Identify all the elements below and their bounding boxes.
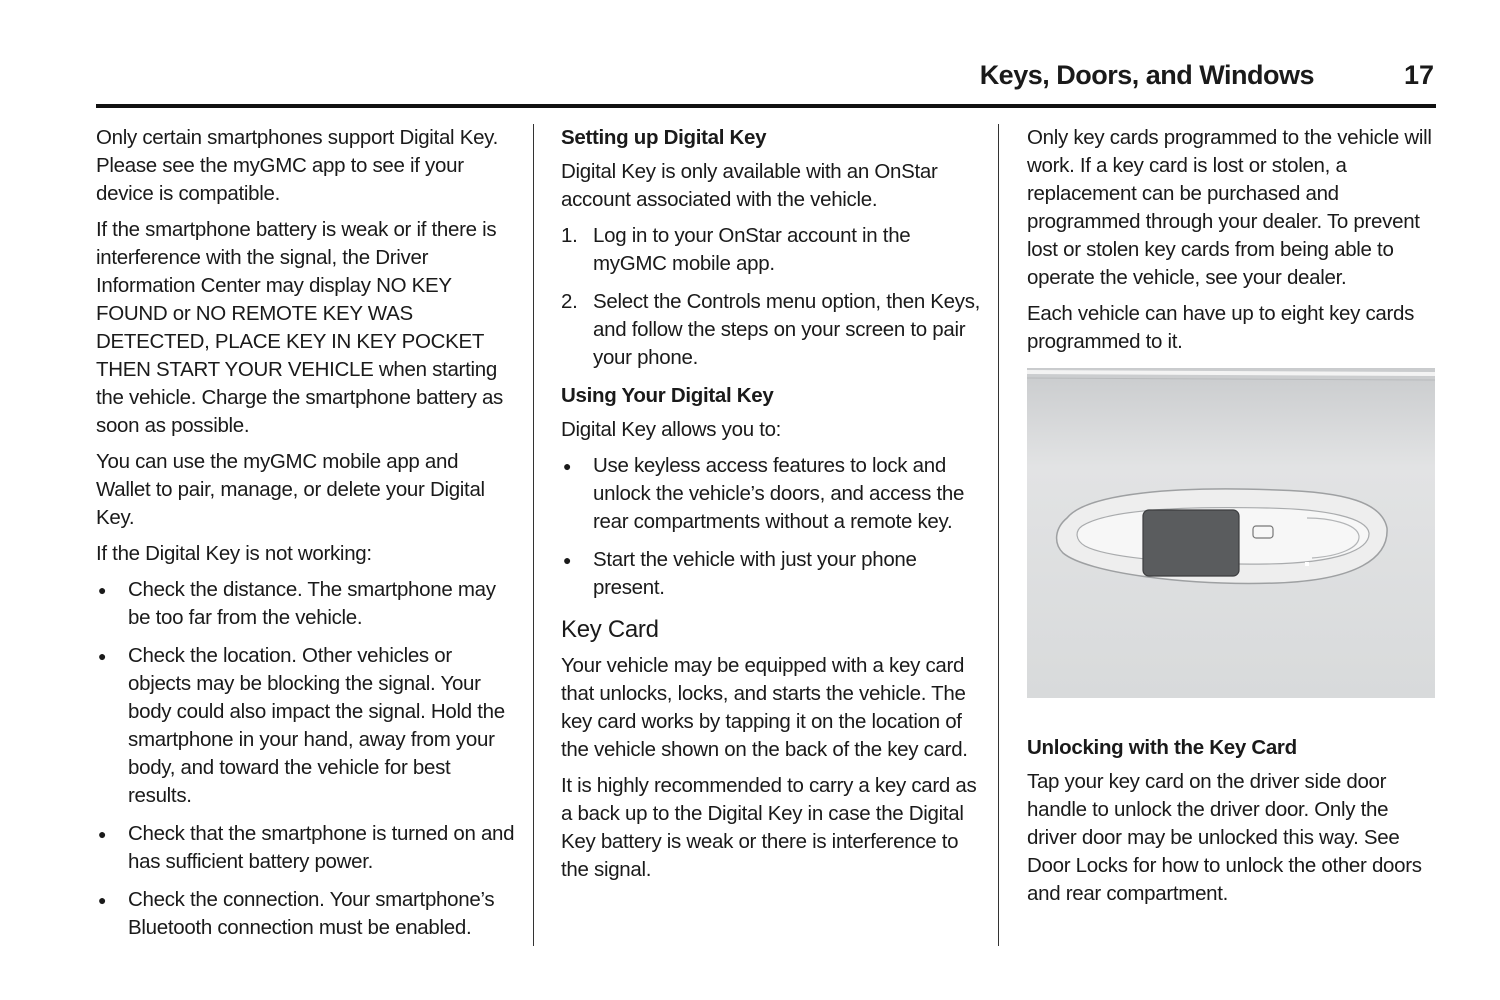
column-2 [561, 124, 981, 892]
paragraph: If the smartphone battery is weak or if there is interference with the signal, the Driver Information Center may display NO KEY FOUND or NO REMOTE KEY WAS DETECTED, PLACE KEY IN KEY POCKET THEN START YOUR VEHICLE when starting the vehicle. Charge the smartphone battery as soon as possible. [96, 218, 503, 437]
list-item: ● Check the distance. The smartphone may be too far from the vehicle. [96, 576, 516, 632]
step-text: Select the Controls menu option, then Keys, and follow the steps on your screen to pair your phone. [593, 290, 981, 369]
features-list [561, 452, 981, 602]
step-text: Log in to your OnStar account in the myGMC mobile app. [593, 224, 911, 275]
section-title: Keys, Doors, and Windows [979, 60, 1314, 90]
paragraph: Digital Key allows you to: [561, 418, 782, 441]
list-item: ● Start the vehicle with just your phone present. [561, 546, 981, 602]
column-1 [96, 124, 516, 952]
step-number: 1. [561, 224, 578, 247]
door-handle-illustration [1027, 368, 1435, 698]
column-3 [1027, 124, 1441, 916]
setup-heading: Setting up Digital Key [561, 126, 767, 149]
setup-steps [561, 222, 981, 372]
paragraph: Your vehicle may be equipped with a key card that unlocks, locks, and starts the vehicle. The key card works by tapping it on the location of the vehicle shown on the back of the key card. [561, 654, 968, 761]
paragraph: Digital Key is only available with an OnStar account associated with the vehicle. [561, 160, 938, 211]
paragraph: It is highly recommended to carry a key card as a back up to the Digital Key in case the Digital Key battery is weak or there is interference to the signal. [561, 774, 977, 881]
key-card-icon [1143, 510, 1239, 576]
paragraph: Tap your key card on the driver side door handle to unlock the driver door. Only the driver door may be unlocked this way. See Door Locks for how to unlock the other doors and rear compartment. [1027, 770, 1422, 905]
list-item: ● Check the location. Other vehicles or objects may be blocking the signal. Your body could also impact the signal. Hold the smartphone in your hand, away from your body, and toward the vehicle for best results. [96, 642, 516, 810]
paragraph: Only certain smartphones support Digital Key. Please see the myGMC app to see if your device is compatible. [96, 126, 499, 205]
page-header [96, 56, 1436, 108]
paragraph: Only key cards programmed to the vehicle will work. If a key card is lost or stolen, a replacement can be purchased and programmed through your dealer. To prevent lost or stolen key cards from being able to operate the vehicle, see your dealer. [1027, 126, 1432, 289]
paragraph: If the Digital Key is not working: [96, 542, 372, 565]
paragraph: You can use the myGMC mobile app and Wallet to pair, manage, or delete your Digital Key. [96, 450, 485, 529]
troubleshoot-list [96, 576, 516, 942]
paragraph: Each vehicle can have up to eight key cards programmed to it. [1027, 302, 1415, 353]
door-handle-svg [1027, 368, 1435, 698]
page-number: 17 [1403, 60, 1434, 90]
list-item [561, 222, 981, 278]
step-number: 2. [561, 290, 578, 313]
list-item [561, 288, 981, 372]
column-divider-2 [998, 124, 999, 946]
key-card-heading: Key Card [561, 616, 659, 643]
column-divider-1 [533, 124, 534, 946]
unlock-heading: Unlocking with the Key Card [1027, 736, 1297, 759]
list-item: ● Check that the smartphone is turned on and has sufficient battery power. [96, 820, 516, 876]
list-item: ● Use keyless access features to lock and unlock the vehicle’s doors, and access the rear compartments without a remote key. [561, 452, 981, 536]
using-heading: Using Your Digital Key [561, 384, 774, 407]
list-item: ● Check the connection. Your smartphone’s Bluetooth connection must be enabled. [96, 886, 516, 942]
sensor-dot [1305, 562, 1309, 566]
